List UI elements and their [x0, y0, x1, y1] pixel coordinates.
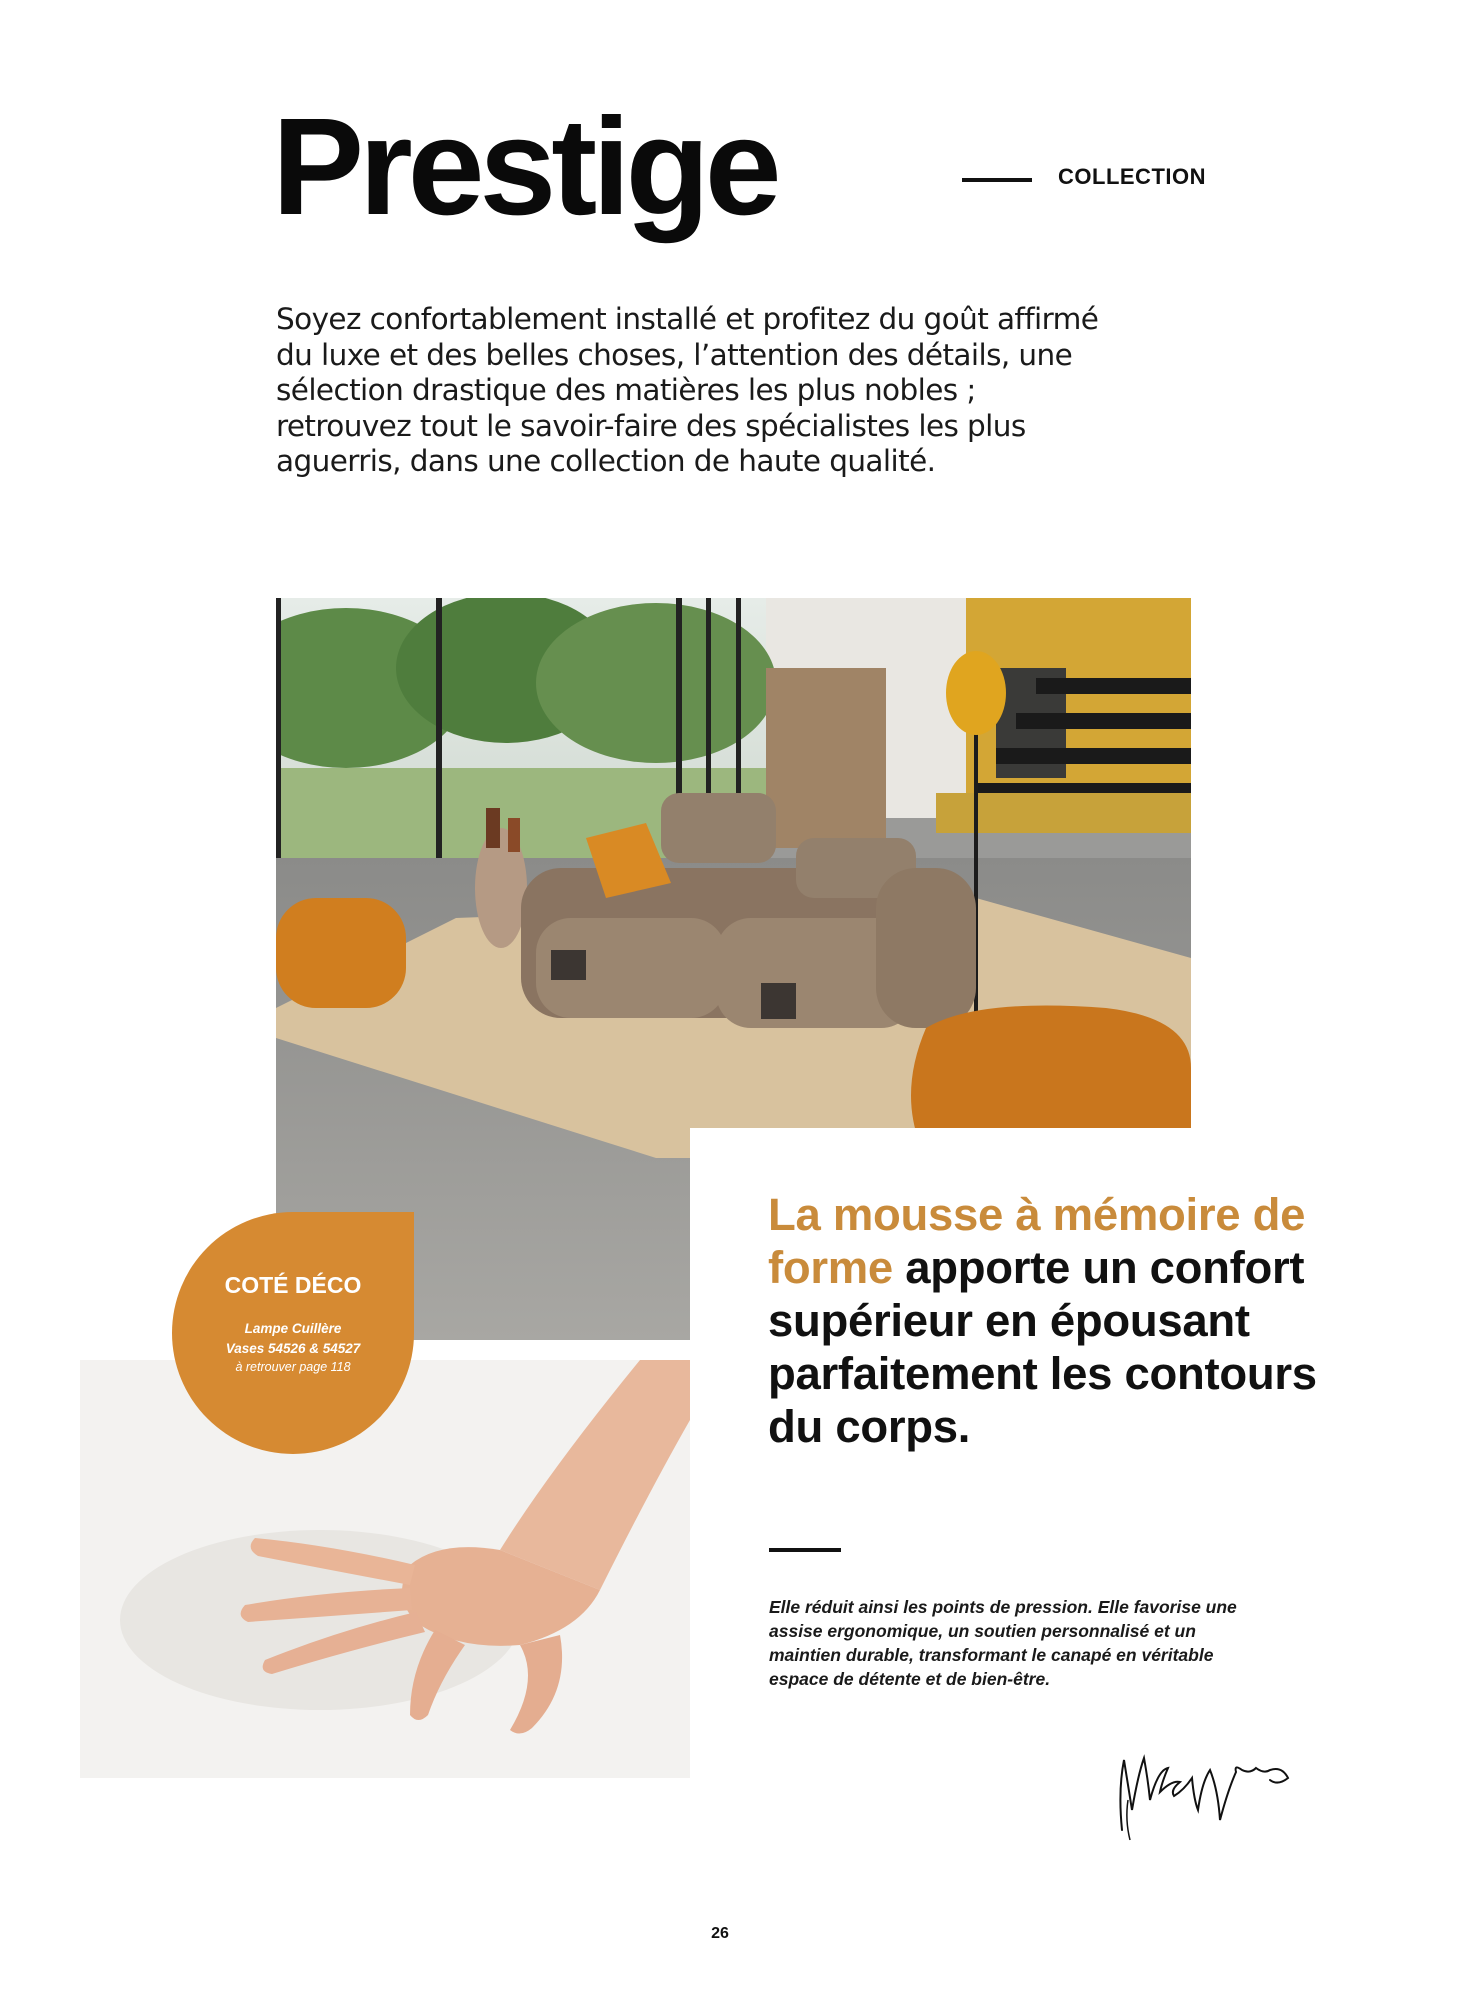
headline-highlight: La mousse à mémoire de forme	[768, 1189, 1306, 1293]
badge-lamp-label: Lampe Cuillère	[244, 1321, 342, 1336]
badge-title: COTÉ DÉCO	[224, 1272, 362, 1298]
collection-label: COLLECTION	[1058, 164, 1206, 189]
hand-on-foam-illustration	[80, 1360, 690, 1778]
badge-vases-label: Vases 54526 & 54527	[225, 1341, 361, 1356]
signature-scribble	[1110, 1730, 1320, 1845]
page-title: Prestige	[272, 90, 777, 244]
badge-page-reference: à retrouver page 118	[235, 1360, 351, 1374]
body-divider	[769, 1548, 841, 1552]
title-divider	[962, 178, 1032, 182]
cote-deco-badge	[172, 1212, 414, 1454]
signature	[1110, 1730, 1320, 1845]
body-paragraph: Elle réduit ainsi les points de pression. Elle favorise une assise ergonomique, un soutien personnalisé et un maintien durable, transformant le canapé en véritable espace de détente et de bien-être.	[769, 1597, 1237, 1689]
intro-paragraph: Soyez confortablement installé et profitez du goût affirmé du luxe et des belles choses, l’attention des détails, une sélection drastique des matières les plus nobles ; retrouvez tout le savoir-faire des spécialistes les plus aguerris, dans une collection de haute qualité.	[276, 302, 1099, 478]
headline	[768, 1188, 1328, 1453]
memory-foam-photo	[80, 1360, 690, 1778]
page-number: 26	[711, 1925, 729, 1942]
headline-rest: apporte un confort supérieur en épousant parfaitement les contours du corps.	[768, 1242, 1317, 1452]
